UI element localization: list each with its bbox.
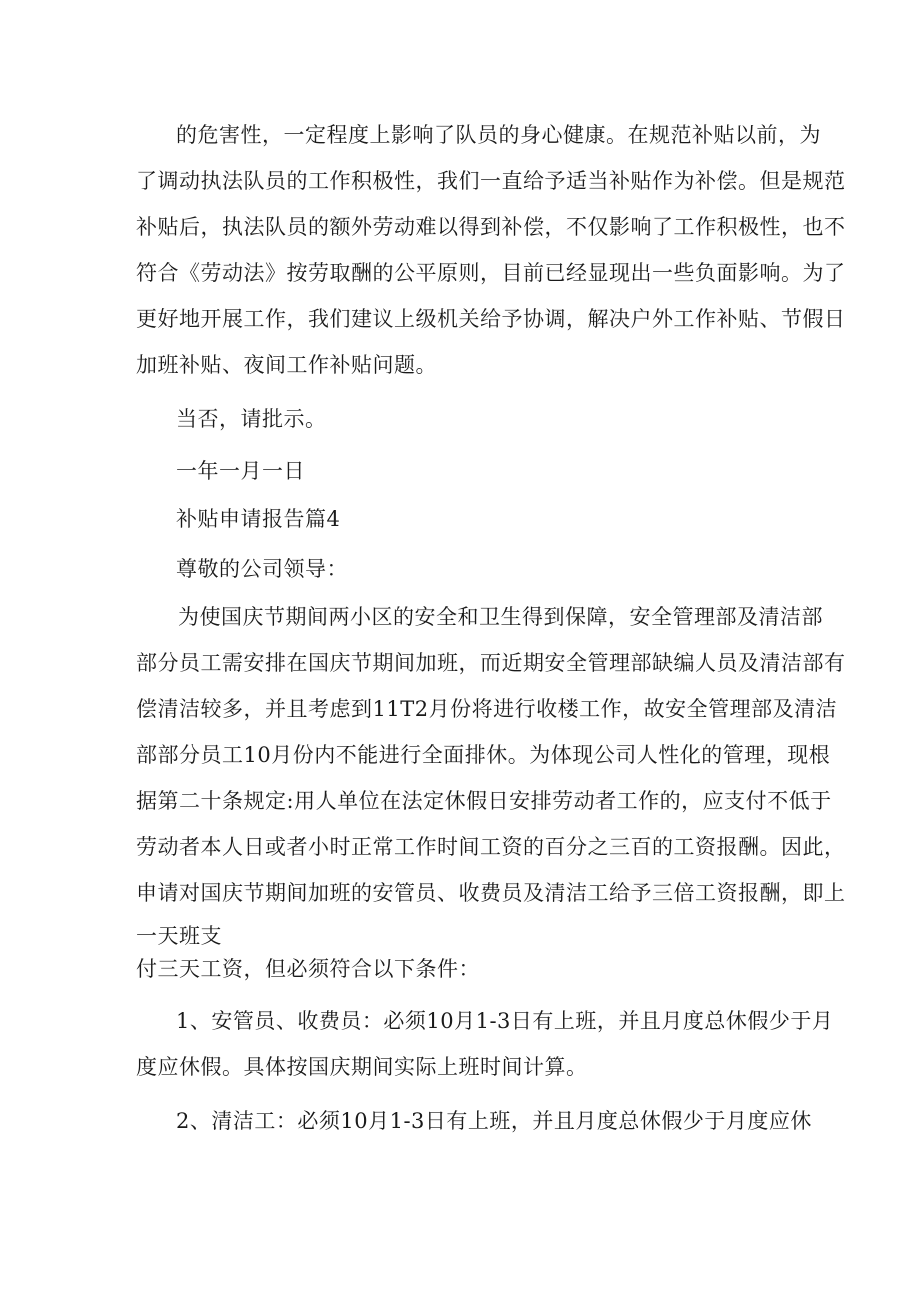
condition-1-line-1: 1、安管员、收费员：必须10月1-3日有上班，并且月度总休假少于月 — [176, 1009, 834, 1033]
intro-line-1: 的危害性，一定程度上影响了队员的身心健康。在规范补贴以前，为 — [176, 123, 821, 147]
section-title: 补贴申请报告篇4 — [176, 507, 341, 531]
main-line-8: 一天班支 — [136, 924, 222, 948]
condition-2-line-1: 2、清洁工：必须10月1-3日有上班，并且月度总休假少于月度应休 — [176, 1109, 812, 1133]
date-text: 一年一月一日 — [176, 459, 305, 483]
main-line-7: 申请对国庆节期间加班的安管员、收费员及清洁工给予三倍工资报酬，即上 — [136, 881, 846, 905]
main-line-1: 为使国庆节期间两小区的安全和卫生得到保障，安全管理部及清洁部 — [178, 605, 823, 629]
intro-line-5: 更好地开展工作，我们建议上级机关给予协调，解决户外工作补贴、节假日 — [136, 307, 846, 331]
intro-line-2: 了调动执法队员的工作积极性，我们一直给予适当补贴作为补偿。但是规范 — [136, 169, 846, 193]
condition-1-line-2: 度应休假。具体按国庆期间实际上班时间计算。 — [136, 1055, 588, 1079]
intro-line-3: 补贴后，执法队员的额外劳动难以得到补偿，不仅影响了工作积极性，也不 — [136, 215, 846, 239]
main-line-5: 据第二十条规定:用人单位在法定休假日安排劳动者工作的，应支付不低于 — [136, 789, 832, 813]
salutation: 尊敬的公司领导： — [176, 557, 348, 581]
main-line-4: 部部分员工10月份内不能进行全面排休。为体现公司人性化的管理，现根 — [136, 743, 831, 767]
intro-line-6: 加班补贴、夜间工作补贴问题。 — [136, 353, 437, 377]
main-line-3: 偿清洁较多，并且考虑到11T2月份将进行收楼工作，故安全管理部及清洁 — [136, 697, 838, 721]
main-line-9: 付三天工资，但必须符合以下条件： — [136, 957, 480, 981]
intro-line-4: 符合《劳动法》按劳取酬的公平原则，目前已经显现出一些负面影响。为了 — [136, 261, 846, 285]
closing-text: 当否，请批示。 — [176, 407, 327, 431]
main-line-6: 劳动者本人日或者小时正常工作时间工资的百分之三百的工资报酬。因此， — [136, 835, 846, 859]
main-line-2: 部分员工需安排在国庆节期间加班，而近期安全管理部缺编人员及清洁部有 — [136, 651, 846, 675]
